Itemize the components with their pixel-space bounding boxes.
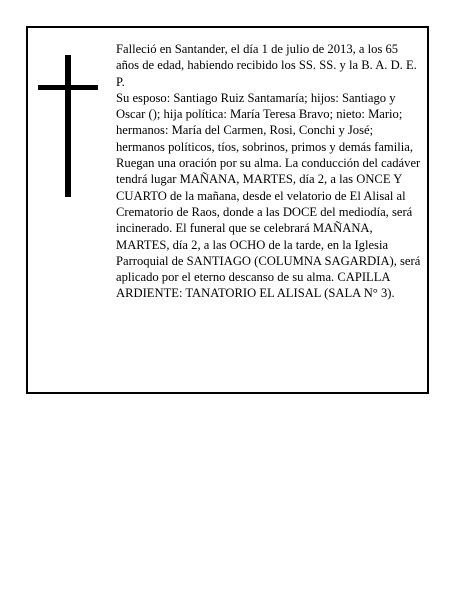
cross-horizontal-bar <box>38 85 98 90</box>
latin-cross-icon <box>38 55 98 197</box>
family-list-paragraph: Su esposo: Santiago Ruiz Santamaría; hijos: Santiago y Oscar (); hija política: María Teresa Bravo; nieto: Mario; hermanos: María del Carmen, Rosi, Conchi y José; hermanos políticos, tíos, sobrinos, primos y demás familia, <box>116 90 413 154</box>
obituary-text <box>116 41 422 302</box>
death-announcement-paragraph: Falleció en Santander, el día 1 de julio de 2013, a los 65 años de edad, habiendo recibido los SS. SS. y la B. A. D. E. P. <box>116 42 417 89</box>
service-details-paragraph: Ruegan una oración por su alma. La conducción del cadáver tendrá lugar MAÑANA, MARTES, día 2, a las ONCE Y CUARTO de la mañana, desde el velatorio de El Alisal al Crematorio de Raos, donde a las DOCE del mediodía, será incinerado. El funeral que se celebrará MAÑANA, MARTES, día 2, a las OCHO de la tarde, en la Iglesia Parroquial de SANTIAGO (COLUMNA SAGARDIA), será aplicado por el eterno descanso de su alma. CAPILLA ARDIENTE: TANATORIO EL ALISAL (SALA N° 3). <box>116 156 421 301</box>
cross-vertical-bar <box>65 55 71 197</box>
obituary-notice-frame <box>26 26 429 394</box>
